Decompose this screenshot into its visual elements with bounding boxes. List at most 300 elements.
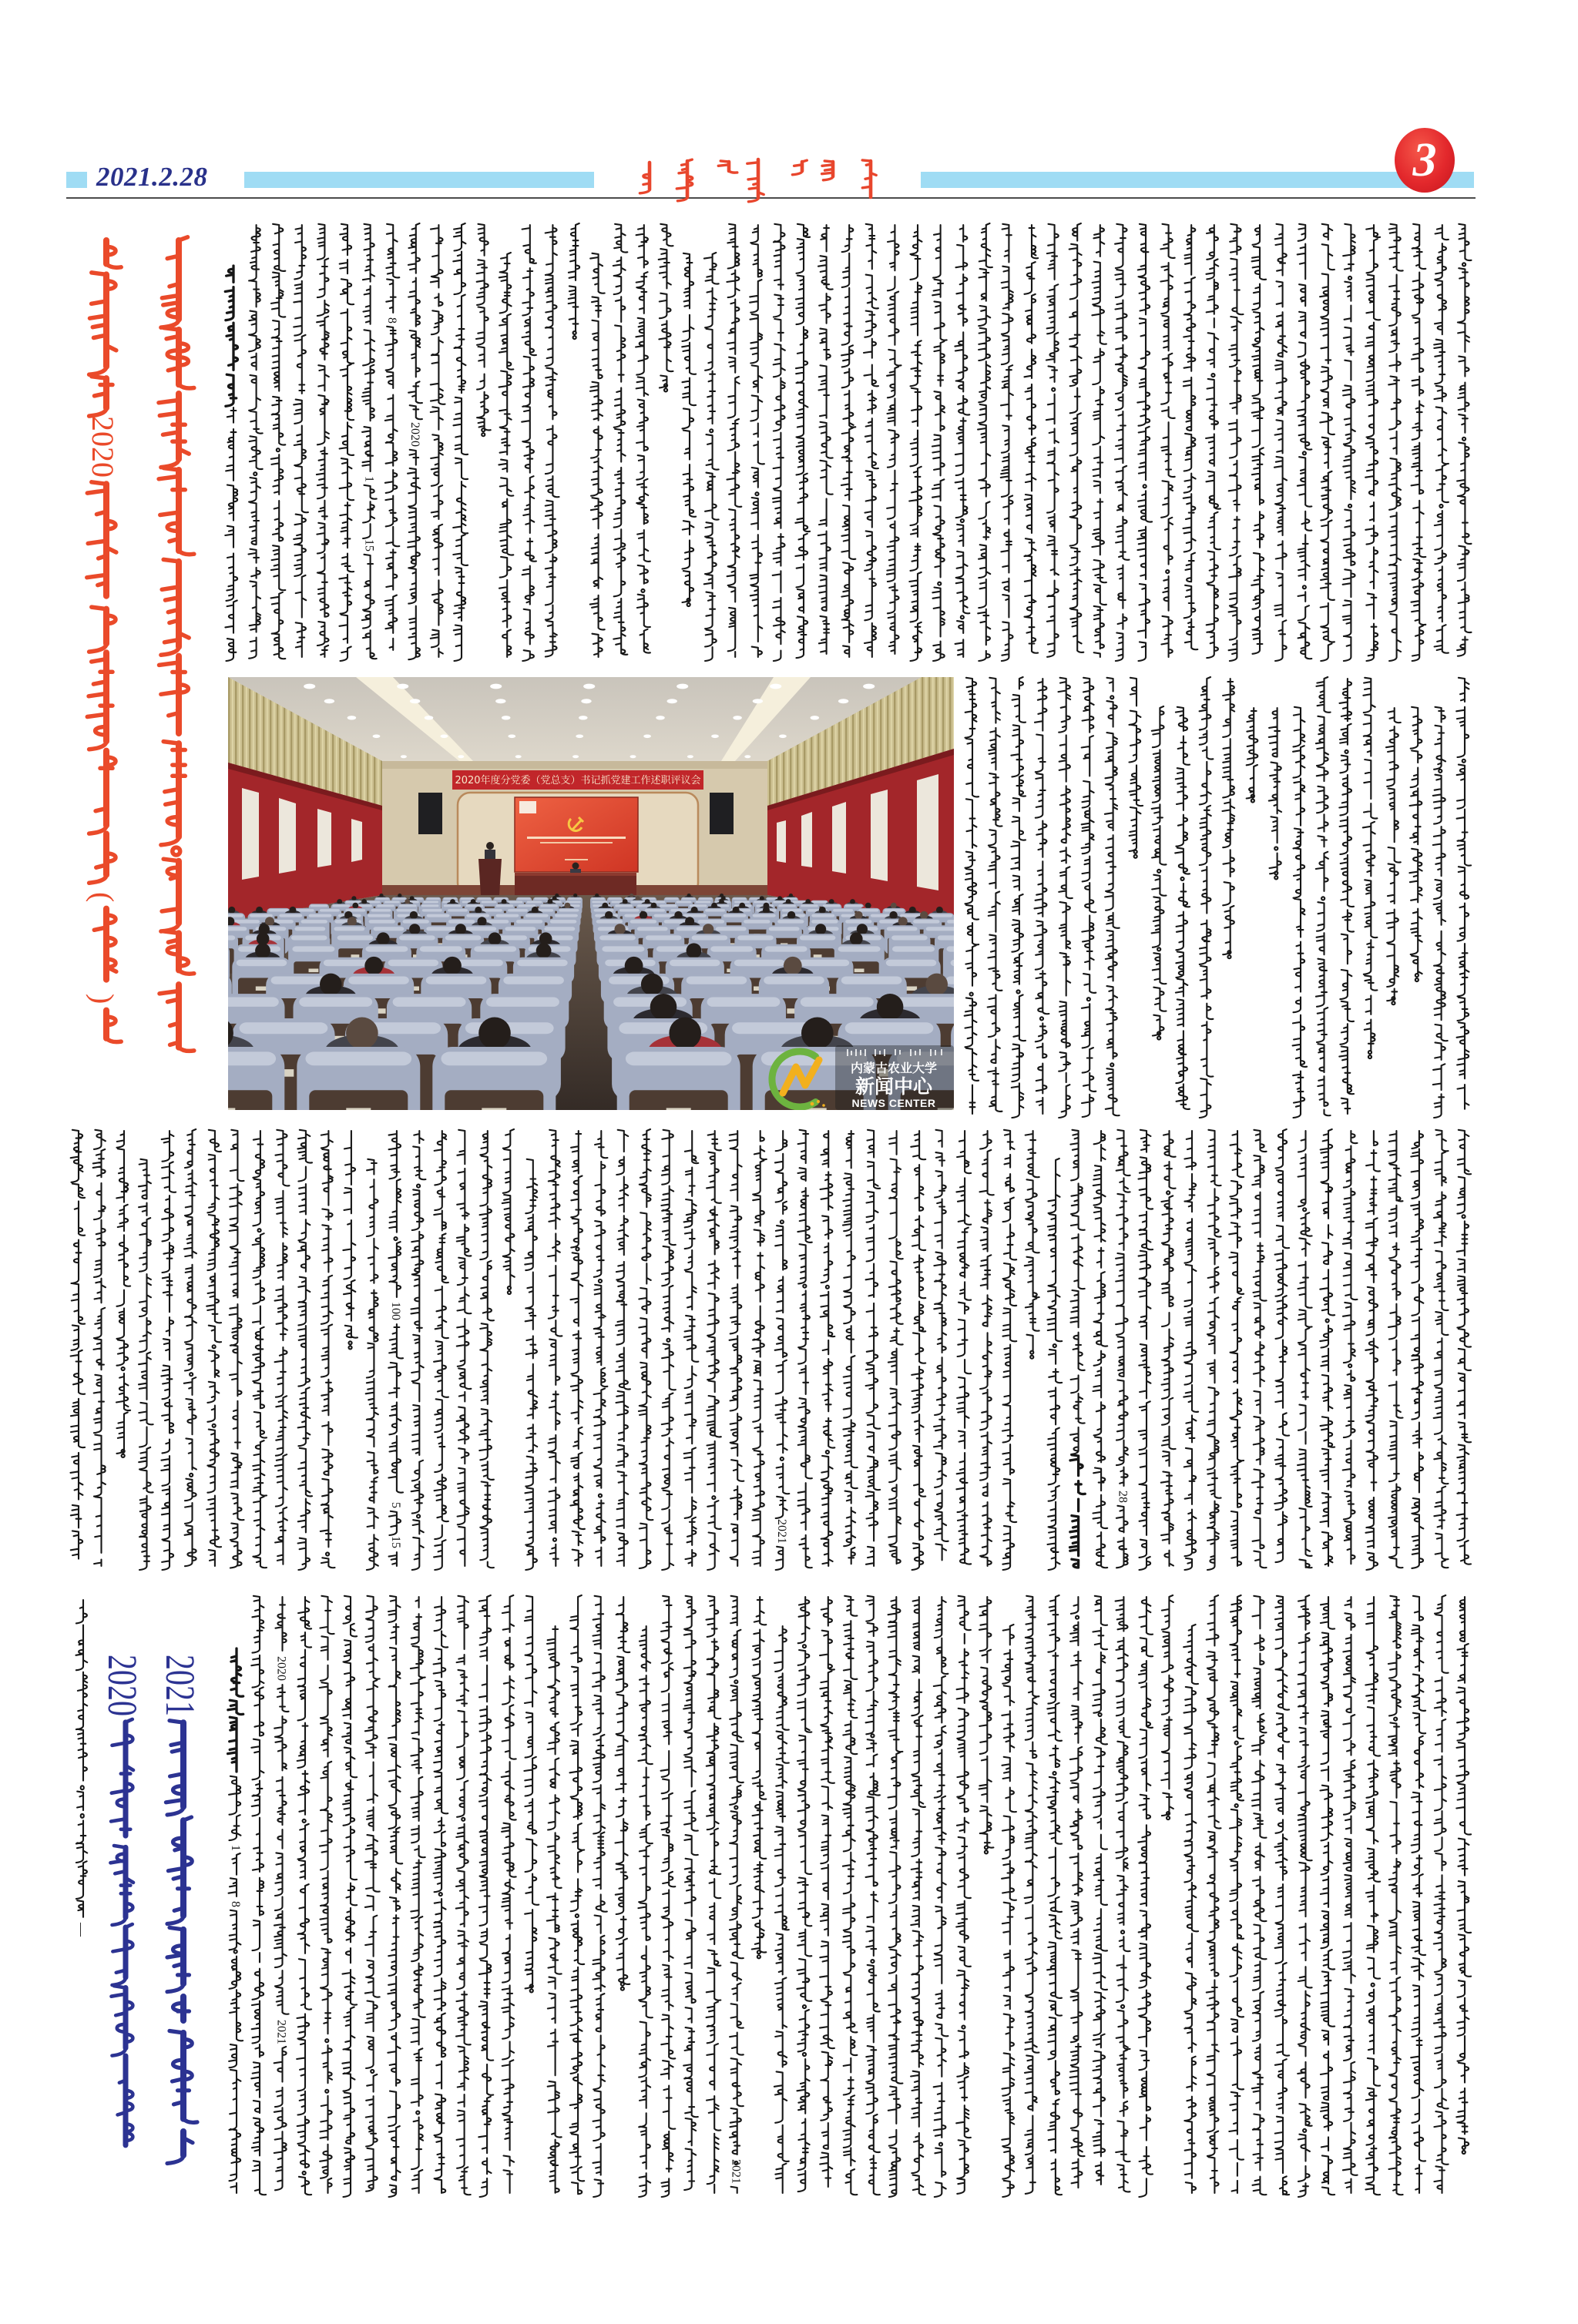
seat-highlight bbox=[660, 904, 677, 907]
seat-highlight bbox=[427, 914, 450, 917]
audience-head bbox=[623, 899, 628, 904]
text-column bbox=[1363, 678, 1378, 1058]
seat-highlight bbox=[233, 920, 260, 924]
screen-subtitle-line bbox=[540, 842, 613, 843]
text-column bbox=[366, 1159, 378, 1570]
text-column bbox=[1412, 224, 1426, 661]
seat-highlight bbox=[482, 909, 502, 911]
text-column bbox=[636, 225, 650, 653]
audience-head bbox=[685, 917, 694, 926]
text-column bbox=[888, 1597, 903, 2197]
seat-highlight bbox=[540, 904, 558, 907]
seat-highlight bbox=[442, 1051, 548, 1065]
text-column bbox=[365, 1596, 380, 2192]
bold-heading-column bbox=[225, 266, 237, 406]
ceiling-light bbox=[508, 735, 515, 739]
text-column bbox=[1001, 224, 1013, 661]
text-column bbox=[225, 407, 237, 661]
headline-year: 2020 bbox=[99, 1655, 146, 1716]
ceiling-light bbox=[458, 755, 464, 758]
text-column bbox=[252, 1131, 267, 1568]
audience-head bbox=[640, 911, 647, 919]
audience-head bbox=[739, 903, 745, 909]
seat-highlight bbox=[346, 901, 361, 904]
text-column bbox=[682, 253, 696, 606]
inline-number: 8 bbox=[385, 317, 399, 324]
text-column bbox=[478, 1595, 493, 2197]
page-number: 3 bbox=[1412, 134, 1437, 186]
audience-head bbox=[789, 894, 793, 897]
text-column bbox=[1365, 1597, 1380, 2195]
ceiling-light bbox=[324, 699, 334, 703]
text-column bbox=[752, 1131, 767, 1566]
text-column bbox=[1137, 224, 1152, 661]
text-column bbox=[684, 1131, 699, 1566]
text-column bbox=[1339, 679, 1354, 1114]
audience-head bbox=[443, 957, 462, 975]
text-column bbox=[502, 1595, 516, 2193]
text-column bbox=[294, 225, 308, 657]
seat-highlight bbox=[426, 927, 457, 931]
ceiling-light bbox=[677, 684, 688, 689]
seat-highlight bbox=[683, 914, 707, 917]
seat-highlight bbox=[337, 935, 374, 940]
audience-head bbox=[687, 894, 691, 897]
text-column bbox=[362, 224, 377, 659]
seat-highlight bbox=[926, 927, 954, 931]
seat-highlight bbox=[886, 960, 937, 967]
text-column bbox=[1161, 1131, 1176, 1566]
text-column bbox=[1388, 224, 1403, 661]
text-column bbox=[1386, 708, 1401, 1004]
seat-highlight bbox=[705, 909, 725, 911]
seat-highlight bbox=[833, 909, 853, 911]
seat-highlight bbox=[596, 920, 623, 924]
text-column bbox=[841, 225, 855, 657]
audience-head bbox=[615, 924, 626, 934]
text-column bbox=[1320, 1597, 1335, 2195]
text-column bbox=[590, 253, 605, 657]
masthead-bar-right bbox=[921, 172, 1474, 188]
audience-head bbox=[548, 899, 553, 904]
text-column bbox=[229, 1776, 243, 2193]
seat-highlight bbox=[399, 935, 435, 940]
audience-head bbox=[805, 899, 811, 904]
text-column bbox=[385, 224, 399, 650]
text-column bbox=[343, 1131, 358, 1349]
text-column bbox=[317, 224, 329, 657]
inline-number: 28 bbox=[1116, 1491, 1130, 1503]
text-column bbox=[1434, 1130, 1449, 1568]
byline-number: 8 bbox=[229, 1901, 242, 1907]
text-column bbox=[613, 224, 628, 655]
watermark-dot bbox=[822, 1104, 825, 1107]
seat-highlight bbox=[734, 960, 785, 967]
text-column bbox=[1184, 1131, 1198, 1570]
text-column bbox=[704, 253, 719, 661]
text-column bbox=[230, 1130, 244, 1568]
seat-highlight bbox=[841, 977, 902, 984]
screen-university-logo bbox=[519, 801, 536, 813]
ceiling-light bbox=[753, 699, 763, 703]
seat-highlight bbox=[670, 909, 690, 911]
audience-head bbox=[784, 957, 802, 975]
audience-head bbox=[645, 899, 650, 904]
text-column bbox=[1092, 225, 1106, 657]
headline-year: 2020 bbox=[86, 416, 120, 478]
seat-highlight bbox=[692, 935, 728, 940]
seat-highlight bbox=[737, 935, 774, 940]
audience-head bbox=[346, 1018, 378, 1050]
text-column bbox=[321, 1131, 335, 1568]
text-column bbox=[1139, 1130, 1153, 1570]
audience-head bbox=[898, 917, 908, 926]
seat-highlight bbox=[334, 927, 364, 931]
ceiling-light bbox=[711, 735, 719, 739]
headline-year: 2021 bbox=[157, 1655, 203, 1716]
text-column bbox=[1002, 1625, 1016, 2197]
audience-head bbox=[410, 896, 415, 900]
seat-highlight bbox=[516, 920, 542, 924]
text-column bbox=[795, 224, 810, 658]
text-column bbox=[774, 1626, 789, 2193]
seat-highlight bbox=[237, 960, 287, 967]
seat-highlight bbox=[423, 901, 438, 904]
source-line-dash: — bbox=[74, 1923, 89, 1937]
ceiling-light bbox=[401, 755, 407, 758]
text-column bbox=[522, 225, 536, 661]
text-column bbox=[434, 1131, 448, 1570]
article-1-columns-beside-photo bbox=[965, 677, 1471, 1118]
audience-head bbox=[669, 1018, 701, 1050]
masthead-title-strokes bbox=[718, 161, 737, 173]
seat-highlight bbox=[508, 909, 528, 911]
text-column bbox=[548, 1130, 562, 1566]
seat-highlight bbox=[677, 901, 692, 904]
text-column bbox=[1130, 678, 1143, 858]
seat-highlight bbox=[292, 946, 334, 951]
text-column bbox=[1116, 1597, 1130, 2192]
text-column bbox=[1274, 1129, 1289, 1562]
seat-highlight bbox=[696, 901, 711, 904]
seat-highlight bbox=[228, 914, 243, 917]
text-column bbox=[820, 1597, 834, 2187]
audience-head bbox=[351, 896, 356, 900]
seat-highlight bbox=[665, 898, 678, 900]
seat-highlight bbox=[301, 920, 327, 924]
audience-head bbox=[347, 917, 357, 926]
text-column bbox=[659, 224, 673, 392]
seat-highlight bbox=[801, 998, 874, 1007]
text-column bbox=[775, 1131, 790, 1570]
meeting-banner-text: 2020年度分党委（党总支）书记抓党建工作述职评议会 bbox=[455, 775, 701, 786]
audience-head bbox=[409, 924, 420, 934]
seat-highlight bbox=[777, 920, 804, 924]
seat-highlight bbox=[426, 977, 487, 984]
text-column bbox=[1298, 1131, 1312, 1568]
audience-head bbox=[651, 903, 657, 909]
text-column bbox=[1457, 224, 1471, 656]
seat-highlight bbox=[555, 914, 578, 917]
seat-highlight bbox=[946, 946, 954, 951]
seat-highlight bbox=[753, 914, 776, 917]
text-column bbox=[661, 1596, 676, 2197]
text-column bbox=[1184, 225, 1198, 649]
seat-highlight bbox=[800, 935, 836, 940]
text-column bbox=[988, 678, 1002, 1112]
seat-highlight bbox=[527, 901, 542, 904]
seat-highlight bbox=[811, 914, 834, 917]
article-2-columns bbox=[251, 1595, 1471, 2197]
audience-head bbox=[925, 974, 948, 996]
speaker-person-body bbox=[485, 850, 495, 860]
audience-head bbox=[450, 899, 455, 904]
text-column bbox=[434, 1597, 448, 2193]
inline-number: 1 bbox=[362, 476, 376, 482]
masthead-title bbox=[640, 159, 876, 202]
watermark-dot bbox=[817, 1100, 820, 1103]
byline-bold-column bbox=[228, 1648, 243, 1772]
seat-highlight bbox=[687, 977, 747, 984]
presidium-table-top bbox=[515, 873, 636, 876]
headline-script-column-strokes bbox=[159, 237, 194, 1051]
watermark-university: 内蒙古农业大学 bbox=[850, 1061, 938, 1075]
seat-highlight bbox=[801, 904, 818, 907]
presidium-table bbox=[515, 874, 636, 895]
seat-highlight bbox=[374, 927, 405, 931]
text-column bbox=[864, 224, 878, 657]
seat-panel bbox=[630, 1090, 728, 1110]
byline-number: 1 bbox=[229, 1845, 242, 1851]
ceiling-light bbox=[425, 716, 434, 719]
text-column bbox=[965, 678, 979, 1114]
text-column bbox=[1025, 1131, 1039, 1359]
seat-highlight bbox=[913, 920, 939, 924]
audience-head bbox=[398, 894, 401, 897]
window bbox=[351, 819, 362, 862]
seat-highlight bbox=[591, 898, 604, 900]
seat-number-plate bbox=[666, 1108, 691, 1110]
audience-head bbox=[536, 943, 552, 958]
text-column bbox=[1069, 223, 1084, 652]
seat-highlight bbox=[279, 914, 302, 917]
loudspeaker-right bbox=[710, 793, 734, 834]
ceiling-light bbox=[744, 755, 750, 758]
audience-head bbox=[760, 896, 764, 900]
text-column bbox=[639, 1129, 653, 1568]
seat-highlight bbox=[744, 920, 770, 924]
window bbox=[777, 820, 786, 863]
ceiling-light bbox=[838, 699, 848, 703]
text-column bbox=[457, 1130, 472, 1566]
text-column bbox=[249, 225, 263, 659]
seat-highlight bbox=[486, 998, 559, 1007]
seat-highlight bbox=[812, 901, 828, 904]
text-column bbox=[71, 1130, 86, 1559]
text-column bbox=[1047, 1159, 1062, 1570]
seat-highlight bbox=[599, 935, 636, 940]
ceiling-light bbox=[811, 716, 820, 719]
audience-head bbox=[815, 924, 826, 934]
audience-head bbox=[625, 957, 643, 975]
ceiling-light bbox=[576, 735, 583, 739]
text-column bbox=[1434, 1595, 1449, 2193]
text-column bbox=[1011, 677, 1026, 1118]
text-column bbox=[730, 1596, 744, 2193]
speaker-person-head bbox=[486, 842, 494, 850]
ceiling-light bbox=[572, 755, 579, 758]
audience-head bbox=[471, 899, 476, 904]
text-column bbox=[297, 1597, 311, 2195]
ceiling-light bbox=[643, 735, 651, 739]
article-1-columns-lower bbox=[71, 1129, 1472, 1570]
seat-highlight bbox=[765, 946, 807, 951]
text-column bbox=[730, 1131, 744, 1566]
ceiling-light bbox=[656, 716, 665, 719]
seat-highlight bbox=[642, 898, 655, 900]
text-column bbox=[116, 1131, 130, 1457]
seat-highlight bbox=[784, 898, 797, 900]
text-column bbox=[275, 1130, 290, 1564]
ceiling-light bbox=[687, 755, 693, 758]
ceiling-light bbox=[515, 755, 522, 758]
text-column bbox=[1320, 224, 1335, 661]
text-column bbox=[1247, 708, 1258, 803]
article-2-headline bbox=[110, 1719, 197, 2164]
ceiling-light bbox=[410, 699, 420, 703]
audience-head bbox=[763, 907, 770, 914]
text-column bbox=[1293, 707, 1308, 1118]
text-column bbox=[569, 223, 579, 339]
text-column bbox=[339, 224, 354, 661]
seat-highlight bbox=[645, 909, 665, 911]
seat-highlight bbox=[845, 904, 863, 907]
text-column bbox=[911, 1131, 925, 1570]
text-column bbox=[320, 1596, 334, 2193]
text-column bbox=[1409, 707, 1422, 981]
ceiling-light bbox=[733, 716, 742, 719]
masthead-title-strokes bbox=[792, 160, 807, 175]
text-column bbox=[1184, 1625, 1198, 2193]
text-column bbox=[479, 1131, 494, 1568]
seat-highlight bbox=[733, 898, 746, 900]
text-column bbox=[638, 1626, 652, 2197]
screen-title-line bbox=[527, 837, 626, 839]
text-column bbox=[297, 1130, 312, 1570]
article-photo bbox=[228, 677, 954, 1110]
seat-highlight bbox=[299, 998, 372, 1007]
text-column bbox=[1274, 1596, 1289, 2195]
seat-highlight bbox=[534, 898, 547, 900]
seat-highlight bbox=[403, 920, 429, 924]
seat-highlight bbox=[465, 927, 496, 931]
text-column bbox=[1161, 1595, 1173, 1819]
seat-highlight bbox=[799, 960, 850, 967]
text-column bbox=[773, 224, 785, 661]
text-column bbox=[1105, 678, 1120, 1115]
seat-highlight bbox=[690, 904, 707, 907]
audience-head bbox=[455, 924, 466, 934]
watermark-news-center-en: NEWS CENTER bbox=[851, 1097, 936, 1109]
masthead-title-strokes bbox=[640, 174, 650, 193]
seat-highlight bbox=[858, 909, 878, 911]
text-column bbox=[476, 224, 491, 436]
seat-highlight bbox=[371, 909, 391, 911]
audience-head bbox=[255, 943, 270, 958]
seat-highlight bbox=[838, 946, 881, 951]
seat-highlight bbox=[508, 901, 523, 904]
audience-head bbox=[691, 907, 698, 914]
text-column bbox=[1316, 677, 1331, 1115]
text-column bbox=[1411, 1131, 1423, 1568]
ceiling-light bbox=[583, 684, 595, 689]
audience-head bbox=[786, 899, 791, 904]
text-column bbox=[1115, 224, 1130, 661]
bold-heading-column bbox=[1070, 1455, 1086, 1568]
text-column bbox=[750, 225, 764, 657]
seat-highlight bbox=[445, 935, 482, 940]
audience-head bbox=[687, 943, 702, 958]
text-column bbox=[1207, 1130, 1221, 1570]
seat-highlight bbox=[306, 1051, 412, 1065]
seat-highlight bbox=[294, 927, 325, 931]
seat-highlight bbox=[699, 898, 712, 900]
seat-highlight bbox=[421, 904, 439, 907]
ceiling-light bbox=[441, 735, 448, 739]
text-column bbox=[1274, 224, 1287, 661]
seat-number-plate bbox=[854, 969, 865, 973]
audience-head bbox=[733, 907, 740, 914]
audience-head bbox=[854, 911, 862, 919]
text-column bbox=[1252, 1130, 1267, 1568]
seat-highlight bbox=[637, 927, 668, 931]
seat-highlight bbox=[559, 909, 579, 911]
ceiling-light bbox=[347, 716, 357, 719]
seat-highlight bbox=[393, 898, 406, 900]
audience-head bbox=[337, 899, 342, 904]
seat-highlight bbox=[348, 977, 409, 984]
seat-highlight bbox=[482, 901, 497, 904]
audience-head bbox=[674, 911, 682, 919]
text-column bbox=[1002, 1130, 1016, 1570]
seat-highlight bbox=[384, 901, 400, 904]
seat-highlight bbox=[698, 920, 724, 924]
text-column bbox=[1200, 677, 1214, 1118]
seat-highlight bbox=[710, 946, 753, 951]
text-column bbox=[1206, 225, 1220, 658]
text-column bbox=[1070, 1130, 1085, 1454]
seat-highlight bbox=[670, 960, 720, 967]
text-column bbox=[1343, 1597, 1358, 2193]
masthead-title-strokes bbox=[677, 159, 692, 201]
text-column bbox=[161, 1131, 176, 1570]
headline-close-parenthesis: ) bbox=[86, 994, 120, 1004]
audience-head bbox=[475, 907, 482, 914]
seat-highlight bbox=[228, 998, 279, 1007]
text-column bbox=[139, 1159, 153, 1570]
seat-number-plate bbox=[346, 1108, 371, 1110]
seat-highlight bbox=[311, 904, 328, 907]
lectern bbox=[478, 859, 502, 895]
window bbox=[917, 774, 938, 890]
inline-number: 100 bbox=[388, 1302, 402, 1320]
seat-highlight bbox=[466, 904, 484, 907]
audience-head bbox=[595, 894, 599, 897]
seat-highlight bbox=[646, 935, 682, 940]
seat-highlight bbox=[448, 920, 475, 924]
seat-highlight bbox=[891, 935, 928, 940]
text-column bbox=[707, 1596, 721, 2193]
